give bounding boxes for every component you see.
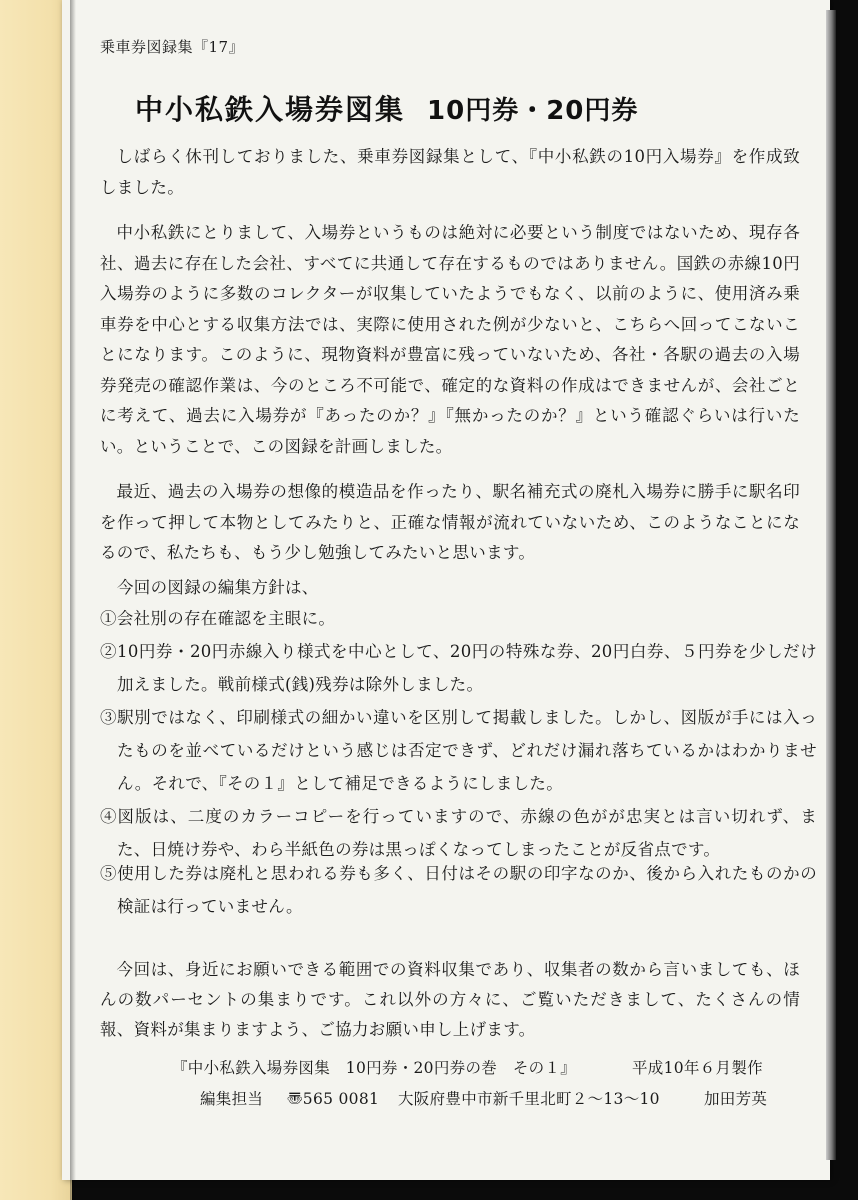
closing-paragraph: 今回は、身近にお願いできる範囲での資料収集であり、収集者の数から言いましても、ほんの数パーセントの集まりです。これ以外の方々に、ご覧いただきまして、たくさんの情報、資料が集まりますよう、ご協力お願い申し上げます。 [100,960,800,1039]
intro-paragraph-2: 中小私鉄にとりまして、入場券というものは絶対に必要という制度ではないため、現存各社、過去に存在した会社、すべてに共通して存在するものではありません。国鉄の赤線10円入場券のように多数のコレクターが収集していたようでもなく、以前のように、使用済み乗車券を中心とする収集方法では、実際に使用された例が少ないと、こちらへ回ってこないことになります。このように、現物資料が豊富に残っていないため、各社・各駅の過去の入場券発売の確認作業は、今のところ不可能で、確定的な資料の作成はできませんが、会社ごとに考えて、過去に入場券が『あったのか？』『無かったのか？』という確認ぐらいは行いたい。ということで、この図録を計画しました。 [100,223,800,456]
title-main: 中小私鉄入場券図集 [135,93,406,126]
policy-item-5: ⑤使用した券は廃札と思われる券も多く、日付はその駅の印字なのか、後から入れたものかの検証は行っていません。 [100,864,817,916]
policy-heading: 今回の図録の編集方針は、 [117,578,319,597]
postal-code: 〠565 0081 [287,1090,380,1108]
publication-title: 『中小私鉄入場券図集 10円券・20円券の巻 その１』 [172,1059,577,1077]
page-stack-edge [826,10,836,1160]
intro-paragraph-3: 最近、過去の入場券の想像的模造品を作ったり、駅名補充式の廃札入場券に勝手に駅名印を作って押して本物としてみたりと、正確な情報が流れていないため、このようなことになるので、私たちも、もう少し勉強してみたいと思います。 [100,482,800,562]
policy-item-1: ①会社別の存在確認を主眼に。 [100,609,336,628]
title-sub: 10円券・20円券 [427,96,639,126]
editor-name: 加田芳英 [704,1090,768,1108]
page-title [135,88,638,128]
policy-item-3: ③駅別ではなく、印刷様式の細かい違いを区別して掲載しました。しかし、図版が手には入ったものを並べているだけという感じは否定できず、どれだけ漏れ落ちているかはわかりません。それで、『その１』として補足できるようにしました。 [100,708,817,793]
intro-paragraph-1: しばらく休刊しておりました、乗車券図録集として、『中小私鉄の10円入場券』を作成致しました。 [100,147,800,197]
policy-item-4: ④図版は、二度のカラーコピーを行っていますので、赤線の色がが忠実とは言い切れず、また、日焼け券や、わら半紙色の券は黒っぽくなってしまったことが反省点です。 [100,807,817,859]
production-date: 平成10年６月製作 [632,1059,763,1077]
editor-label: 編集担当 [200,1090,264,1108]
editor-address: 大阪府豊中市新千里北町２～13～10 [398,1090,660,1108]
policy-item-2: ②10円券・20円赤線入り様式を中心として、20円の特殊な券、20円白券、５円券を少しだけ加えました。戦前様式(銭)残券は除外しました。 [100,642,817,694]
page-edge-shadow [70,0,76,1200]
series-label: 乗車券図録集『17』 [100,38,245,56]
